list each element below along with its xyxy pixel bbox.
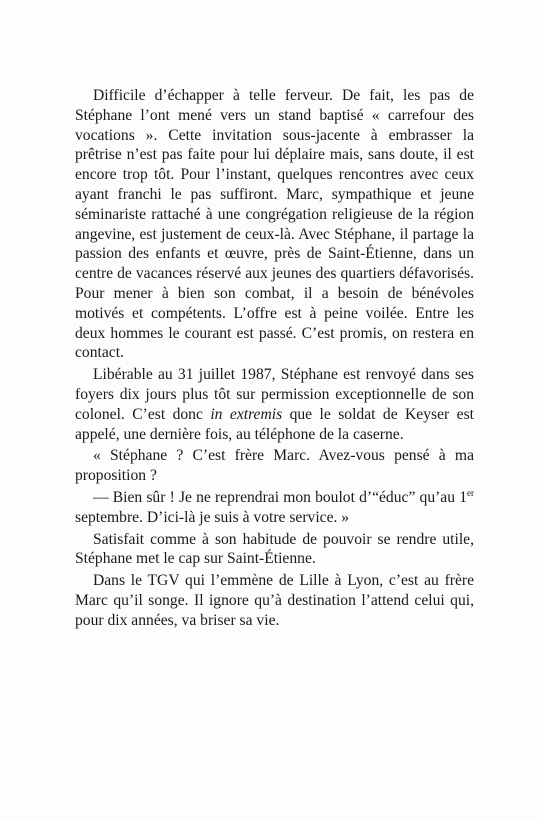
paragraph-5-text: Satisfait comme à son habitude de pouvoir se rendre utile, Stéphane met le cap sur Saint-Étienne. — [75, 530, 474, 568]
paragraph-6-text: Dans le TGV qui l’emmène de Lille à Lyon, c’est au frère Marc qu’il songe. Il ignore qu’à destination l’attend celui qui, pour dix années, va briser sa vie. — [75, 572, 474, 629]
paragraph-2-italic: in extremis — [210, 405, 283, 423]
paragraph-4-superscript: er — [467, 487, 474, 498]
paragraph-5 — [75, 530, 474, 570]
paragraph-4 — [75, 488, 474, 528]
paragraph-3 — [75, 446, 474, 486]
paragraph-2 — [75, 365, 474, 444]
paragraph-2-text: Libérable au 31 juillet 1987, Stéphane est renvoyé dans ses foyers dix jours plus tôt sur permission exceptionnelle de son colonel. C’est donc — [75, 366, 474, 423]
paragraph-3-text: « Stéphane ? C’est frère Marc. Avez-vous pensé à ma proposition ? — [75, 447, 474, 485]
paragraph-1-text: Difficile d’échapper à telle ferveur. De fait, les pas de Stéphane l’ont mené vers un stand baptisé « carrefour des vocations ». Cette invitation sous-jacente à embrasser la prêtrise n’est pas faite pour lui déplaire mais, sans doute, il est encore trop tôt. Pour l’instant, quelques rencontres avec ceux ayant franchi le pas suffiront. Marc, sympathique et jeune séminariste rattaché à une congrégation religieuse de la région angevine, est justement de ceux-là. Avec Stéphane, il partage la passion des enfants et œuvre, près de Saint-Étienne, dans un centre de vacances réservé aux jeunes des quartiers défavorisés. Pour mener à bien son combat, il a besoin de bénévoles motivés et compétents. L’offre est à peine voilée. Entre les deux hommes le courant est passé. C’est promis, on restera en contact. — [75, 87, 474, 362]
paragraph-4-text-after: septembre. D’ici-là je suis à votre service. » — [75, 508, 350, 526]
paragraph-6 — [75, 571, 474, 630]
paragraph-4-text-before: — Bien sûr ! Je ne reprendrai mon boulot d’“éduc” qu’au 1 — [93, 488, 467, 506]
paragraph-1 — [75, 86, 474, 363]
body-text — [75, 86, 474, 631]
paragraph-2-text-after: que le soldat de Keyser est appelé, une dernière fois, au téléphone de la caserne. — [75, 405, 474, 443]
